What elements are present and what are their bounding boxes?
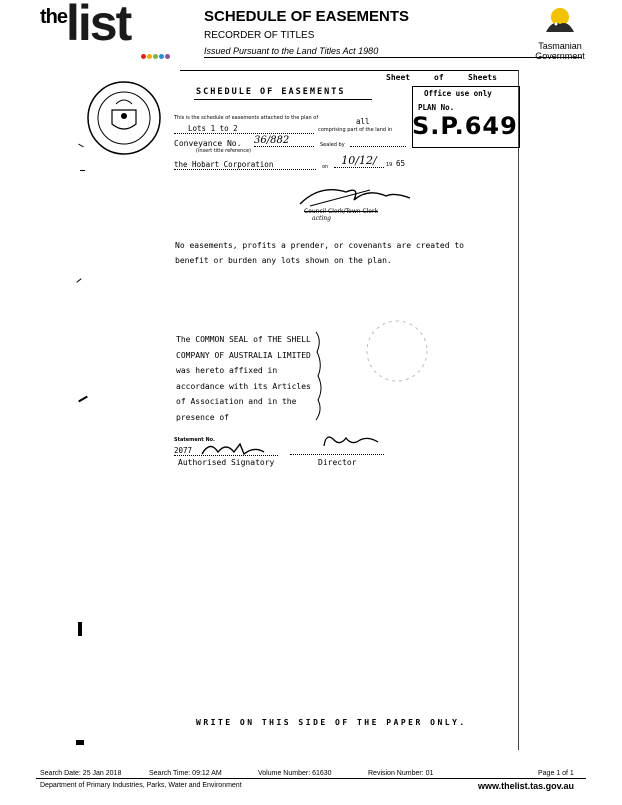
acting-note: acting bbox=[312, 215, 331, 222]
heading-underline bbox=[194, 99, 372, 100]
logo-dots bbox=[141, 46, 171, 64]
doc-top-rule bbox=[180, 70, 518, 71]
seal-line-6: presence of bbox=[176, 412, 229, 422]
authorised-signature-icon bbox=[198, 438, 278, 460]
statement-line-2: benefit or burden any lots shown on the plan. bbox=[175, 256, 392, 265]
margin-mark bbox=[78, 622, 82, 636]
authorised-line bbox=[174, 455, 278, 456]
recorder-of-titles-seal-icon bbox=[86, 80, 162, 156]
authorised-signatory-label: Authorised Signatory bbox=[178, 458, 275, 467]
corporation-field: the Hobart Corporation bbox=[174, 160, 316, 170]
logo-dot bbox=[141, 54, 146, 59]
search-time: Search Time: 09:12 AM bbox=[149, 770, 222, 777]
sheets-label: Sheets bbox=[468, 73, 497, 82]
page-subtitle: RECORDER OF TITLES bbox=[204, 30, 315, 41]
seal-brace-icon bbox=[312, 330, 326, 422]
margin-mark bbox=[76, 278, 81, 283]
seal-line-1: The COMMON SEAL of THE SHELL bbox=[176, 335, 311, 344]
director-line bbox=[290, 454, 384, 455]
gov-line2: Government bbox=[535, 51, 585, 61]
doc-right-edge bbox=[518, 70, 519, 750]
logo-list: list bbox=[66, 0, 131, 51]
office-use-label: Office use only bbox=[424, 89, 492, 98]
logo-dot bbox=[159, 54, 164, 59]
department-name: Department of Primary Industries, Parks, Water and Environment bbox=[40, 782, 242, 789]
plan-no-label: PLAN No. bbox=[418, 103, 455, 112]
margin-mark bbox=[78, 144, 84, 148]
statement-no-label: Statement No. bbox=[174, 437, 215, 443]
website-link[interactable]: www.thelist.tas.gov.au bbox=[478, 781, 575, 791]
director-signature-icon bbox=[320, 430, 386, 452]
lots-field: Lots 1 to 2 bbox=[174, 124, 314, 134]
sealed-by-text: Sealed by bbox=[320, 142, 345, 148]
volume-number: Volume Number: 61630 bbox=[258, 770, 332, 777]
seal-line-4: accordance with its Articles bbox=[176, 381, 311, 391]
seal-line-3: was hereto affixed in bbox=[176, 366, 278, 375]
faint-stamp-icon bbox=[362, 316, 432, 386]
all-text: all bbox=[356, 117, 370, 126]
write-side-note: WRITE ON THIS SIDE OF THE PAPER ONLY. bbox=[196, 718, 467, 727]
statement-line-1: No easements, profits a prender, or covenants are created to bbox=[175, 241, 464, 250]
sheet-label: Sheet bbox=[386, 73, 411, 82]
insert-ref-text: (insert title reference) bbox=[196, 148, 251, 154]
logo-dot bbox=[147, 54, 152, 59]
seal-line-5: of Association and in the bbox=[176, 397, 297, 406]
on-text: on bbox=[322, 164, 329, 170]
logo-dot bbox=[165, 54, 170, 59]
date-prefix: 19 bbox=[386, 162, 393, 168]
conveyance-label: Conveyance No. bbox=[174, 139, 242, 148]
margin-mark bbox=[80, 170, 85, 171]
revision-number: Revision Number: 01 bbox=[368, 770, 434, 777]
tasmanian-devil-icon bbox=[540, 6, 580, 36]
attached-text: This is the schedule of easements attached to the plan of bbox=[174, 115, 319, 121]
common-seal-block bbox=[176, 332, 311, 425]
tasmanian-government-logo bbox=[530, 6, 590, 61]
sealed-by-line bbox=[350, 146, 406, 147]
conveyance-number: 36/882 bbox=[254, 135, 314, 147]
footer-rule bbox=[36, 778, 586, 779]
page-number: Page 1 of 1 bbox=[538, 770, 574, 777]
gov-line1: Tasmanian bbox=[538, 41, 582, 51]
logo-the: the bbox=[40, 6, 67, 28]
of-label: of bbox=[434, 73, 444, 82]
margin-mark bbox=[78, 396, 88, 403]
comprising-text: comprising part of the land in bbox=[318, 127, 393, 133]
page-title: SCHEDULE OF EASEMENTS bbox=[204, 8, 410, 25]
date-year: 65 bbox=[396, 159, 406, 168]
schedule-heading: SCHEDULE OF EASEMENTS bbox=[196, 87, 346, 97]
director-label: Director bbox=[318, 458, 357, 467]
margin-mark bbox=[76, 740, 84, 745]
logo-dot bbox=[153, 54, 158, 59]
clerk-title: Council Clerk/Town Clerk bbox=[304, 208, 378, 215]
date-day: 10/12/ bbox=[334, 154, 384, 168]
issued-text: Issued Pursuant to the Land Titles Act 1980 bbox=[204, 46, 379, 56]
seal-line-2: COMPANY OF AUSTRALIA LIMITED bbox=[176, 350, 311, 360]
header-rule bbox=[204, 57, 582, 58]
statement-no: 2077 bbox=[174, 446, 193, 455]
plan-number: S.P.649 bbox=[412, 112, 518, 140]
search-date: Search Date: 25 Jan 2018 bbox=[40, 770, 122, 777]
